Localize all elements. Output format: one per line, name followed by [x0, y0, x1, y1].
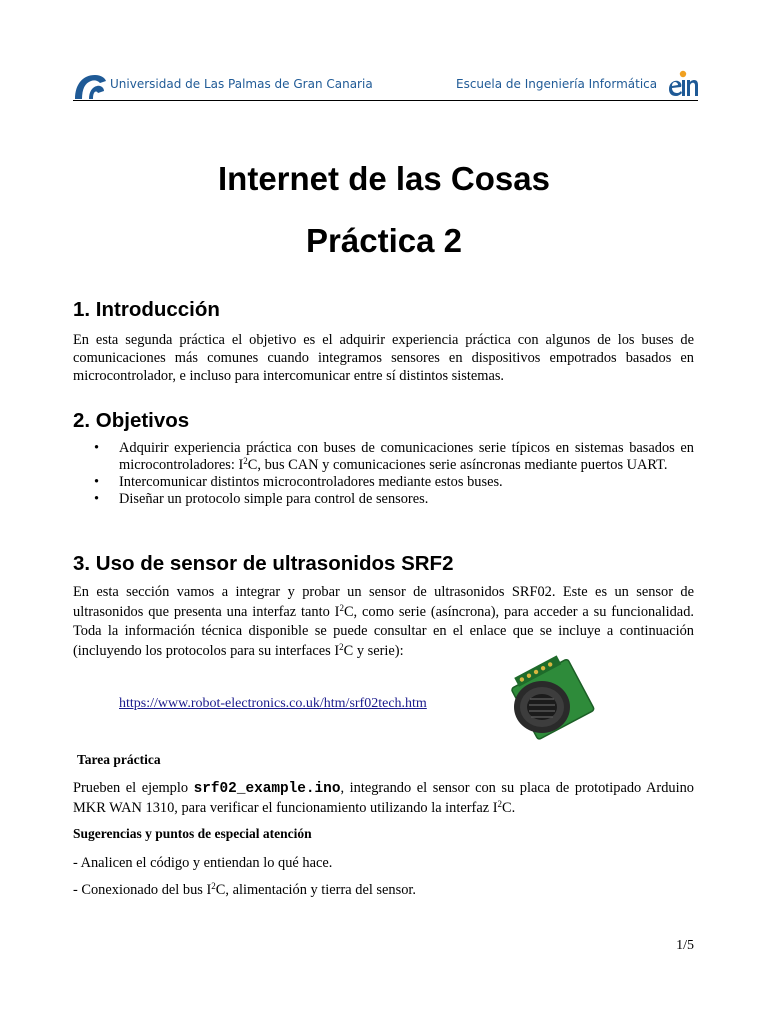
- superscript: 2: [211, 881, 216, 891]
- ulpgc-logo-icon: [73, 72, 107, 100]
- superscript: 2: [497, 799, 503, 809]
- document-title: Internet de las Cosas: [218, 160, 550, 197]
- page-number: 1/5: [676, 938, 694, 953]
- suggestions-heading: Sugerencias y puntos de especial atención: [73, 826, 312, 841]
- introduction-paragraph: En esta segunda práctica el objetivo es el adquirir experiencia práctica con algunos de los buses de comunicaciones más comunes cuando integramos sensores en dispositivos empotrados basados en microcontrolador, e incluso para intercomunicar entre sí distintos sistemas.: [73, 332, 694, 384]
- example-filename: srf02_example.ino: [193, 781, 341, 797]
- superscript: 2: [243, 456, 248, 466]
- srf-text-part: C y serie):: [343, 642, 404, 659]
- srf02-sensor-photo: [506, 655, 596, 741]
- objectives-list: [73, 440, 694, 508]
- list-item: [73, 440, 694, 474]
- srf-sensor-paragraph: [73, 583, 694, 661]
- eii-logo-icon: [665, 70, 699, 98]
- school-name: Escuela de Ingeniería Informática: [456, 77, 658, 91]
- page-header: [73, 68, 698, 101]
- university-name: Universidad de Las Palmas de Gran Canaria: [110, 77, 373, 91]
- suggestion-text-part: C, alimentación y tierra del sensor.: [215, 882, 417, 898]
- task-heading: Tarea práctica: [77, 752, 161, 767]
- task-paragraph: [73, 779, 694, 818]
- objective-text: Diseñar un protocolo simple para control de sensores.: [119, 491, 429, 507]
- task-text-part: Prueben el ejemplo: [73, 780, 194, 796]
- bullet-icon: •: [94, 474, 100, 490]
- srf02-tech-link[interactable]: https://www.robot-electronics.co.uk/htm/srf02tech.htm: [119, 696, 427, 711]
- srf-text-part: C, como serie (asíncrona), para acceder a su funcionalidad. Toda la información técnica disponible se puede consultar en el enlace que se incluye a continuación (incluyendo los protocolos para su interfaces I: [73, 603, 694, 659]
- srf-text-part: En esta sección vamos a integrar y probar un sensor de ultrasonidos SRF02. Este es un sensor de ultrasonidos que presenta una interfaz tanto I: [73, 584, 694, 620]
- list-item: [73, 491, 694, 508]
- section-heading-objectives: 2. Objetivos: [73, 409, 190, 432]
- objective-text: Adquirir experiencia práctica con buses de comunicaciones serie típicos en sistemas basados en microcontroladores: I: [119, 440, 694, 473]
- list-item: [73, 474, 694, 491]
- task-text-part: C.: [502, 800, 516, 816]
- superscript: 2: [339, 641, 344, 652]
- section-heading-introduction: 1. Introducción: [73, 298, 220, 321]
- bullet-icon: •: [94, 440, 100, 456]
- suggestion-item: - Analicen el código y entiendan lo qué hace.: [73, 855, 333, 871]
- practice-title: Práctica 2: [306, 222, 462, 259]
- objective-text: Intercomunicar distintos microcontroladores mediante estos buses.: [119, 474, 503, 490]
- suggestion-text-part: - Conexionado del bus I: [73, 882, 212, 898]
- section-heading-srf-sensor: 3. Uso de sensor de ultrasonidos SRF2: [73, 552, 454, 575]
- task-text-part: , integrando el sensor con su placa de prototipado Arduino MKR WAN 1310, para verificar el funcionamiento utilizando la interfaz I: [73, 780, 694, 816]
- superscript: 2: [339, 602, 344, 613]
- bullet-icon: •: [94, 491, 100, 507]
- objective-text-cont: C, bus CAN y comunicaciones serie asíncronas mediante puertos UART.: [247, 457, 668, 473]
- suggestion-item: [73, 882, 416, 899]
